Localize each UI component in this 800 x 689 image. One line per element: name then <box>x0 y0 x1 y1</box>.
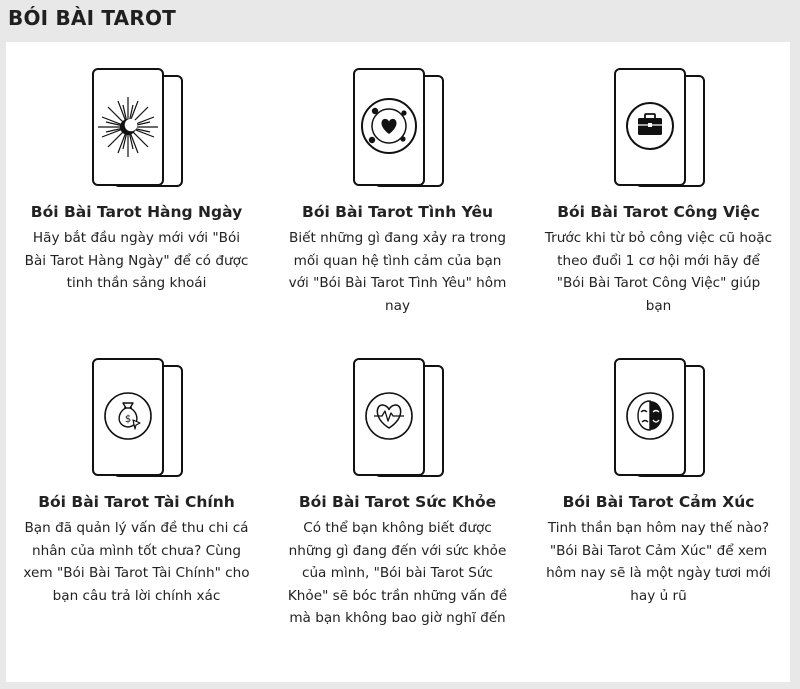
briefcase-icon <box>609 68 709 190</box>
card-title: Bói Bài Tarot Tình Yêu <box>302 203 493 221</box>
tarot-card-art <box>87 68 187 190</box>
card-emotion[interactable] <box>528 358 789 607</box>
heartbeat-icon <box>348 358 448 480</box>
heart-orbit-icon <box>348 68 448 190</box>
tarot-card-art <box>348 358 448 480</box>
card-title: Bói Bài Tarot Hàng Ngày <box>30 203 243 221</box>
card-description: Có thể bạn không biết được những gì đang đến với sức khỏe của mình, "Bói bài Tarot Sức Khỏe" sẽ bóc trần những vấn đề mà bạn không bao giờ nghĩ đến <box>287 520 508 626</box>
card-finance[interactable] <box>6 358 267 607</box>
tarot-card-grid <box>6 42 790 682</box>
card-title: Bói Bài Tarot Tài Chính <box>38 493 235 511</box>
card-description: Hãy bắt đầu ngày mới với "Bói Bài Tarot Hàng Ngày" để có được tinh thần sảng khoái <box>24 230 249 291</box>
card-love[interactable] <box>267 68 528 317</box>
card-description: Tinh thần bạn hôm nay thế nào? "Bói Bài Tarot Cảm Xúc" để xem hôm nay sẽ là một ngày tươi mới hay ủ rũ <box>546 520 771 604</box>
card-title: Bói Bài Tarot Công Việc <box>557 203 760 221</box>
svg-text:$: $ <box>124 414 131 425</box>
card-title: Bói Bài Tarot Cảm Xúc <box>562 493 755 511</box>
card-description: Trước khi từ bỏ công việc cũ hoặc theo đuổi 1 cơ hội mới hãy để "Bói Bài Tarot Công Việc" giúp bạn <box>544 230 773 314</box>
page-title: BÓI BÀI TAROT <box>8 6 176 30</box>
card-health[interactable] <box>267 358 528 630</box>
tarot-card-art <box>609 68 709 190</box>
card-title: Bói Bài Tarot Sức Khỏe <box>298 493 497 511</box>
money-bag-icon <box>87 358 187 480</box>
theater-mask-icon <box>609 358 709 480</box>
card-description: Biết những gì đang xảy ra trong mối quan hệ tình cảm của bạn với "Bói Bài Tarot Tình Yêu" hôm nay <box>288 230 507 314</box>
tarot-card-art <box>87 358 187 480</box>
card-career[interactable] <box>528 68 789 317</box>
tarot-card-art <box>348 68 448 190</box>
card-description: Bạn đã quản lý vấn đề thu chi cá nhân của mình tốt chưa? Cùng xem "Bói Bài Tarot Tài Chính" cho bạn câu trả lời chính xác <box>23 520 250 604</box>
tarot-card-art <box>609 358 709 480</box>
tarot-panel <box>6 42 790 682</box>
sun-moon-icon <box>87 68 187 190</box>
card-daily[interactable] <box>6 68 267 295</box>
